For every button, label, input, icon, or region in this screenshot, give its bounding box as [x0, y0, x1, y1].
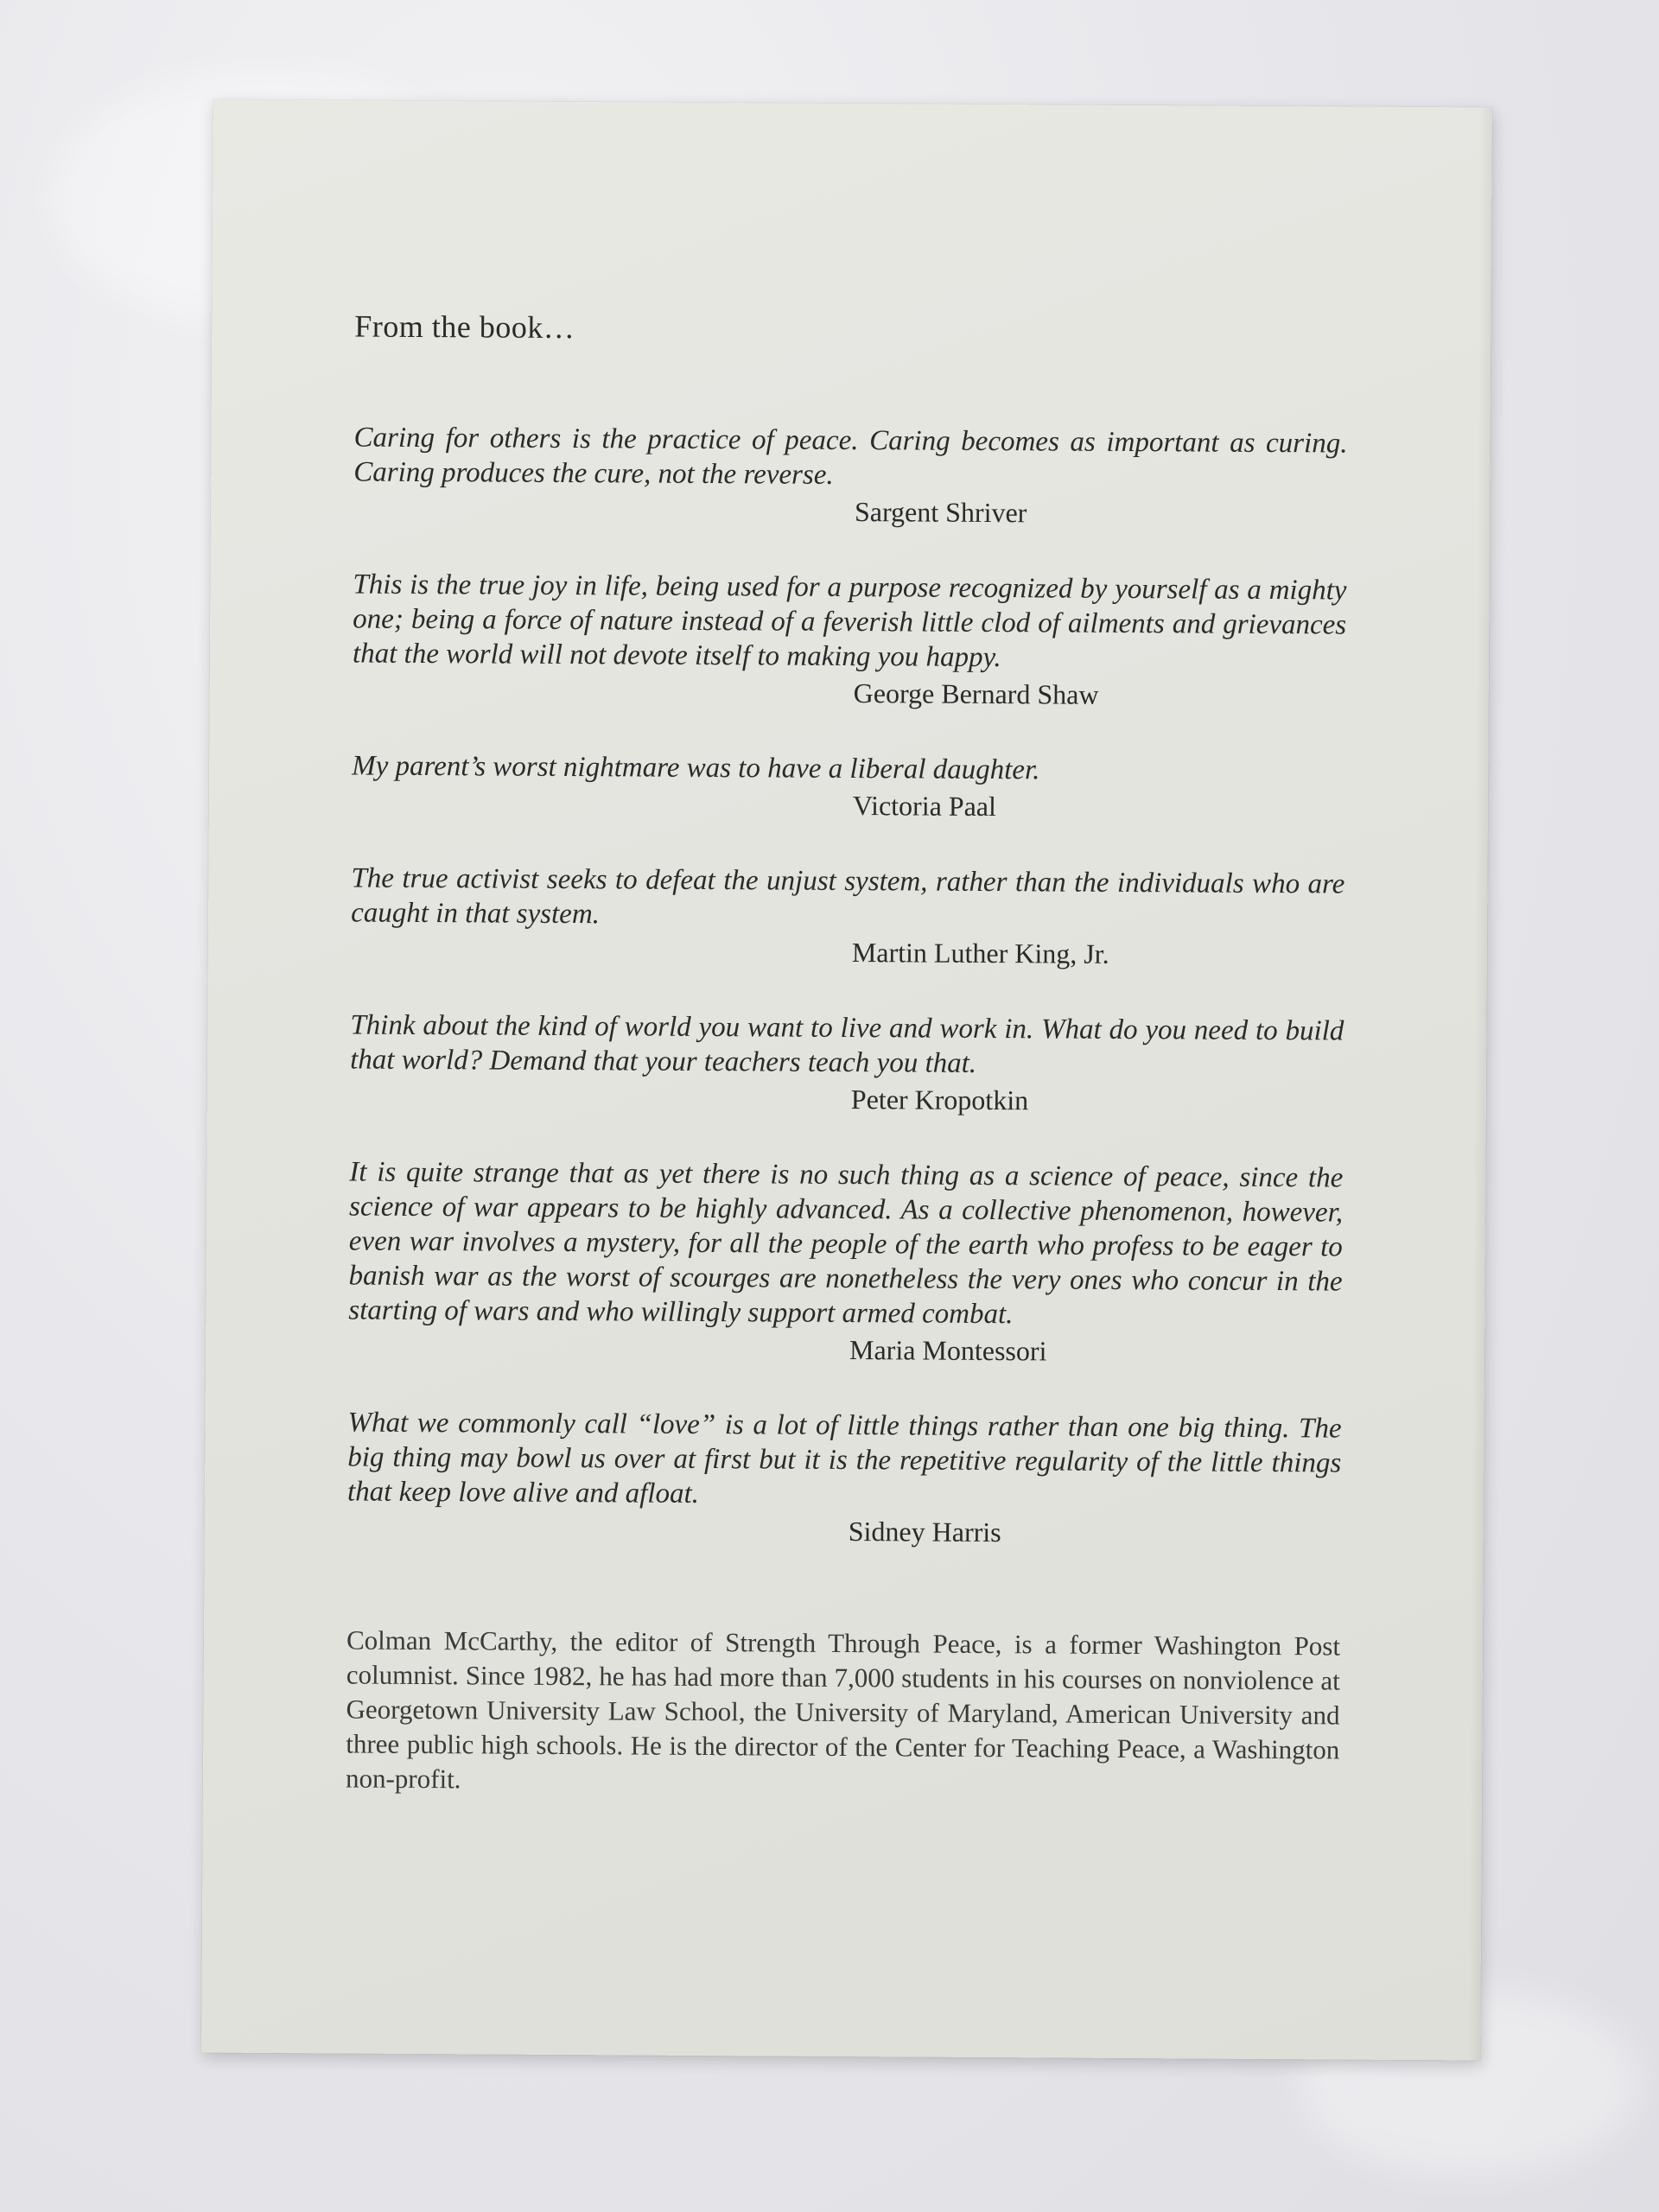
intro-heading: From the book… — [354, 308, 575, 346]
quote-author: George Bernard Shaw — [853, 677, 1099, 710]
quote — [351, 861, 1345, 972]
quote-author: Peter Kropotkin — [850, 1084, 1029, 1116]
quote-author: Sargent Shriver — [854, 496, 1027, 529]
quote-author: Maria Montessori — [849, 1334, 1047, 1367]
quote-text: Think about the kind of world you want to live and work in. What do you need to build that world? Demand that your teachers teach you that. — [350, 1009, 1344, 1079]
quote-text: This is the true joy in life, being used for a purpose recognized by yourself as a mighty one; being a force of nature instead of a feverish little clod of ailments and grievances that the world will not devote itself to making you happy. — [352, 569, 1347, 674]
cover-text — [346, 308, 1348, 1802]
quote-author: Martin Luther King, Jr. — [851, 937, 1109, 969]
author-bio: Colman McCarthy, the editor of Strength Through Peace, is a former Washington Post columnist. Since 1982, he has had more than 7,000 students in his courses on nonviolence at Georgetown University Law School, the University of Maryland, American University and three public high schools. He is the director of the Center for Teaching Peace, a Washington non-profit. — [345, 1624, 1341, 1795]
quote — [348, 1154, 1343, 1370]
book-back-cover — [201, 100, 1492, 2061]
quote — [347, 1405, 1342, 1551]
quote-text: My parent’s worst nightmare was to have a liberal daughter. — [352, 750, 1040, 786]
quote-text: What we commonly call “love” is a lot of little things rather than one big thing. The big thing may bowl us over at first but it is the repetitive regularity of the little things that keep love alive and afloat. — [346, 1407, 1342, 1510]
quote — [353, 421, 1348, 532]
quote — [352, 748, 1345, 825]
quote-author: Victoria Paal — [852, 790, 997, 823]
quote-text: Caring for others is the practice of peace. Caring becomes as important as curing. Caring produces the cure, not the reverse. — [353, 422, 1348, 491]
quote-text: The true activist seeks to defeat the unjust system, rather than the individuals who are caught in that system. — [351, 862, 1345, 931]
quote-author: Sidney Harris — [848, 1516, 1001, 1548]
quote — [350, 1007, 1344, 1119]
quote — [353, 567, 1347, 713]
quote-text: It is quite strange that as yet there is no such thing as a science of peace, since the science of war appears to be highly advanced. As a collective phenomenon, however, even war involves a mystery, for all the people of the earth who profess to be eager to banish war as the worst of scourges are nonetheless the very ones who concur in the starting of wars and who willingly support armed combat. — [348, 1156, 1344, 1331]
